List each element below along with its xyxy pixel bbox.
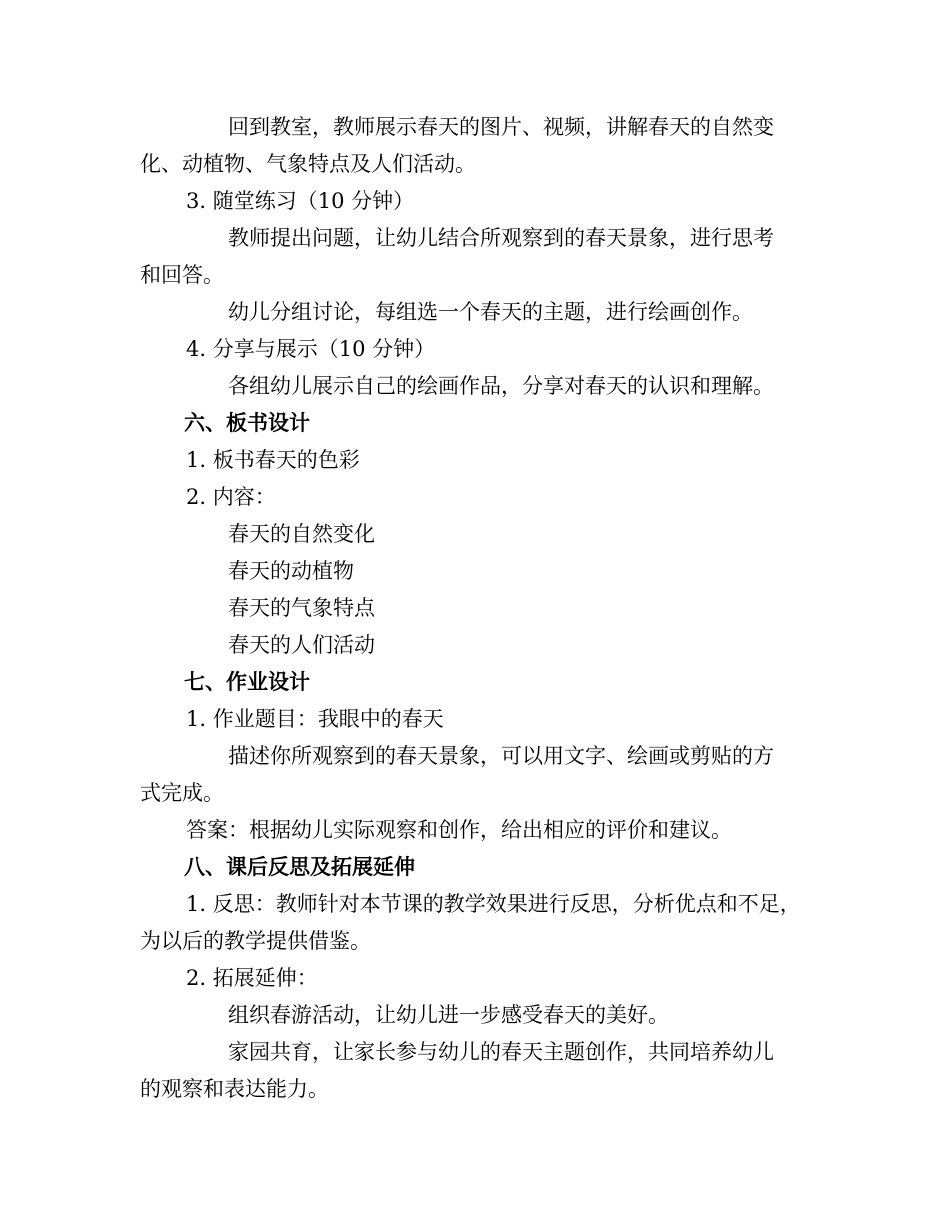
list-item: 1. 反思：教师针对本节课的教学效果进行反思，分析优点和不足，	[186, 892, 801, 916]
section-heading: 八、课后反思及拓展延伸	[184, 855, 415, 879]
paragraph-line: 化、动植物、气象特点及人们活动。	[140, 152, 476, 176]
section-heading: 七、作业设计	[184, 670, 310, 694]
content-item: 春天的自然变化	[228, 522, 375, 546]
list-item: 1. 板书春天的色彩	[186, 448, 360, 472]
paragraph-line: 幼儿分组讨论，每组选一个春天的主题，进行绘画创作。	[228, 300, 753, 324]
paragraph-line: 式完成。	[140, 781, 224, 805]
paragraph-line: 为以后的教学提供借鉴。	[140, 929, 371, 953]
answer-line: 答案：根据幼儿实际观察和创作，给出相应的评价和建议。	[186, 818, 732, 842]
section-heading: 六、板书设计	[184, 411, 310, 435]
list-item: 2. 拓展延伸：	[186, 966, 318, 990]
paragraph-line: 回到教室，教师展示春天的图片、视频，讲解春天的自然变	[228, 115, 774, 139]
paragraph-line: 各组幼儿展示自己的绘画作品，分享对春天的认识和理解。	[228, 374, 774, 398]
paragraph-line: 组织春游活动，让幼儿进一步感受春天的美好。	[228, 1003, 669, 1027]
list-item: 1. 作业题目：我眼中的春天	[186, 707, 444, 731]
content-item: 春天的气象特点	[228, 596, 375, 620]
list-item: 3. 随堂练习（10 分钟）	[186, 189, 415, 213]
paragraph-line: 教师提出问题，让幼儿结合所观察到的春天景象，进行思考	[228, 226, 774, 250]
paragraph-line: 家园共育，让家长参与幼儿的春天主题创作，共同培养幼儿	[228, 1040, 774, 1064]
paragraph-line: 描述你所观察到的春天景象，可以用文字、绘画或剪贴的方	[228, 744, 774, 768]
paragraph-line: 和回答。	[140, 263, 224, 287]
content-item: 春天的动植物	[228, 559, 354, 583]
content-item: 春天的人们活动	[228, 633, 375, 657]
list-item: 4. 分享与展示（10 分钟）	[186, 337, 436, 361]
paragraph-line: 的观察和表达能力。	[140, 1077, 329, 1101]
list-item: 2. 内容：	[186, 485, 276, 509]
